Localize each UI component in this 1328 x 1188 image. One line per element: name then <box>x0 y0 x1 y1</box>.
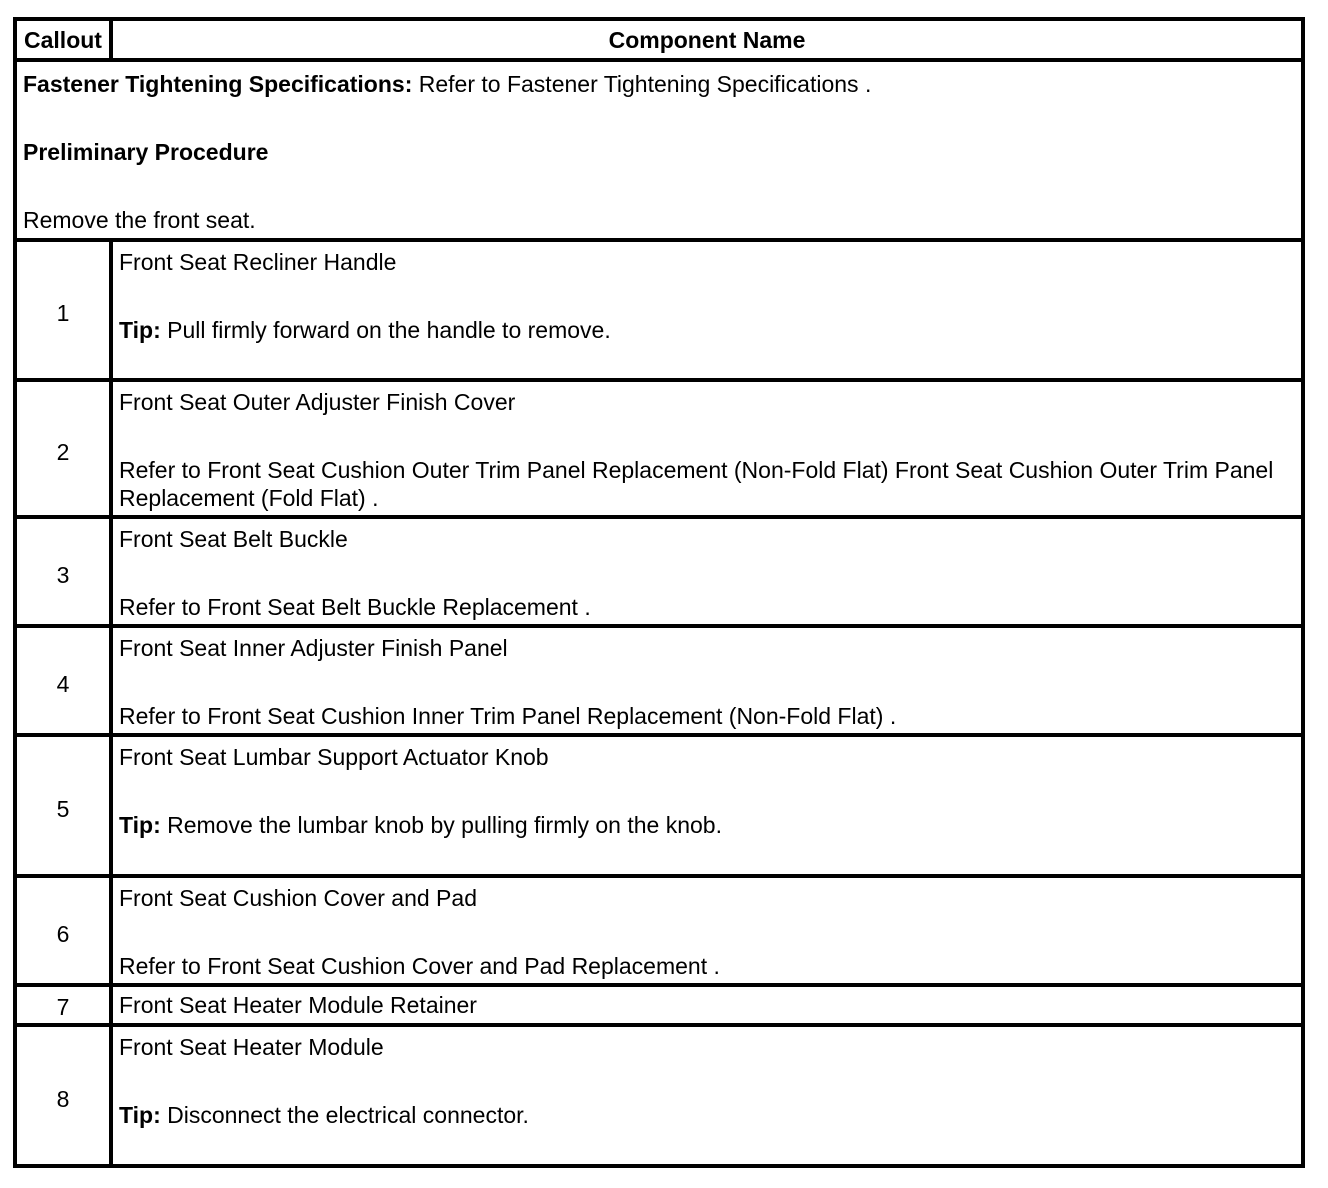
preliminary-procedure-title: Preliminary Procedure <box>23 139 269 165</box>
component-name: Front Seat Lumbar Support Actuator Knob <box>119 744 549 770</box>
table-row <box>15 735 1303 876</box>
component-name: Front Seat Cushion Cover and Pad <box>119 885 477 911</box>
component-cell <box>111 735 1303 876</box>
callout-number: 1 <box>15 240 111 380</box>
table-header-row <box>15 19 1303 60</box>
fastener-spec-text: Refer to Fastener Tightening Specifications . <box>412 71 872 97</box>
callout-number: 8 <box>15 1025 111 1166</box>
component-cell <box>111 876 1303 985</box>
component-note <box>119 811 1295 839</box>
preliminary-cell <box>15 60 1303 240</box>
fastener-spec-line <box>23 70 1295 98</box>
component-cell <box>111 1025 1303 1166</box>
table-row <box>15 876 1303 985</box>
component-name-column-header: Component Name <box>111 19 1303 60</box>
tip-label: Tip: <box>119 812 161 838</box>
component-note <box>119 316 1295 344</box>
tip-label: Tip: <box>119 1102 161 1128</box>
component-name: Front Seat Recliner Handle <box>119 249 397 275</box>
tip-text: Remove the lumbar knob by pulling firmly on the knob. <box>160 812 722 838</box>
tip-text: Pull firmly forward on the handle to remove. <box>160 317 611 343</box>
tip-label: Tip: <box>119 317 161 343</box>
reference-link[interactable]: Refer to Front Seat Belt Buckle Replacement . <box>119 594 591 620</box>
component-note <box>119 1101 1295 1129</box>
table-row <box>15 985 1303 1025</box>
callout-number: 5 <box>15 735 111 876</box>
table-row <box>15 1025 1303 1166</box>
table-row <box>15 240 1303 380</box>
component-name: Front Seat Belt Buckle <box>119 526 348 552</box>
callout-number: 7 <box>15 985 111 1025</box>
callout-number: 4 <box>15 626 111 735</box>
reference-link[interactable]: Refer to Front Seat Cushion Cover and Pad Replacement . <box>119 953 720 979</box>
fastener-spec-label: Fastener Tightening Specifications: <box>23 71 413 97</box>
component-cell <box>111 380 1303 517</box>
table-row <box>15 626 1303 735</box>
component-cell <box>111 240 1303 380</box>
callout-number: 6 <box>15 876 111 985</box>
component-cell <box>111 517 1303 626</box>
component-name: Front Seat Heater Module <box>119 1034 384 1060</box>
callout-number: 3 <box>15 517 111 626</box>
reference-link[interactable]: Refer to Front Seat Cushion Outer Trim Panel Replacement (Non-Fold Flat) Front Seat Cushion Outer Trim Panel Replacement (Fold Flat) . <box>119 457 1274 511</box>
preliminary-procedure-text: Remove the front seat. <box>23 207 256 233</box>
tip-text: Disconnect the electrical connector. <box>160 1102 529 1128</box>
component-cell <box>111 985 1303 1025</box>
table-row <box>15 380 1303 517</box>
component-name: Front Seat Heater Module Retainer <box>119 992 477 1018</box>
callout-number: 2 <box>15 380 111 517</box>
component-name: Front Seat Inner Adjuster Finish Panel <box>119 635 508 661</box>
reference-link[interactable]: Refer to Front Seat Cushion Inner Trim Panel Replacement (Non-Fold Flat) . <box>119 703 897 729</box>
preliminary-row <box>15 60 1303 240</box>
callout-column-header: Callout <box>15 19 111 60</box>
component-cell <box>111 626 1303 735</box>
table-row <box>15 517 1303 626</box>
component-table <box>13 17 1305 1168</box>
component-name: Front Seat Outer Adjuster Finish Cover <box>119 389 516 415</box>
